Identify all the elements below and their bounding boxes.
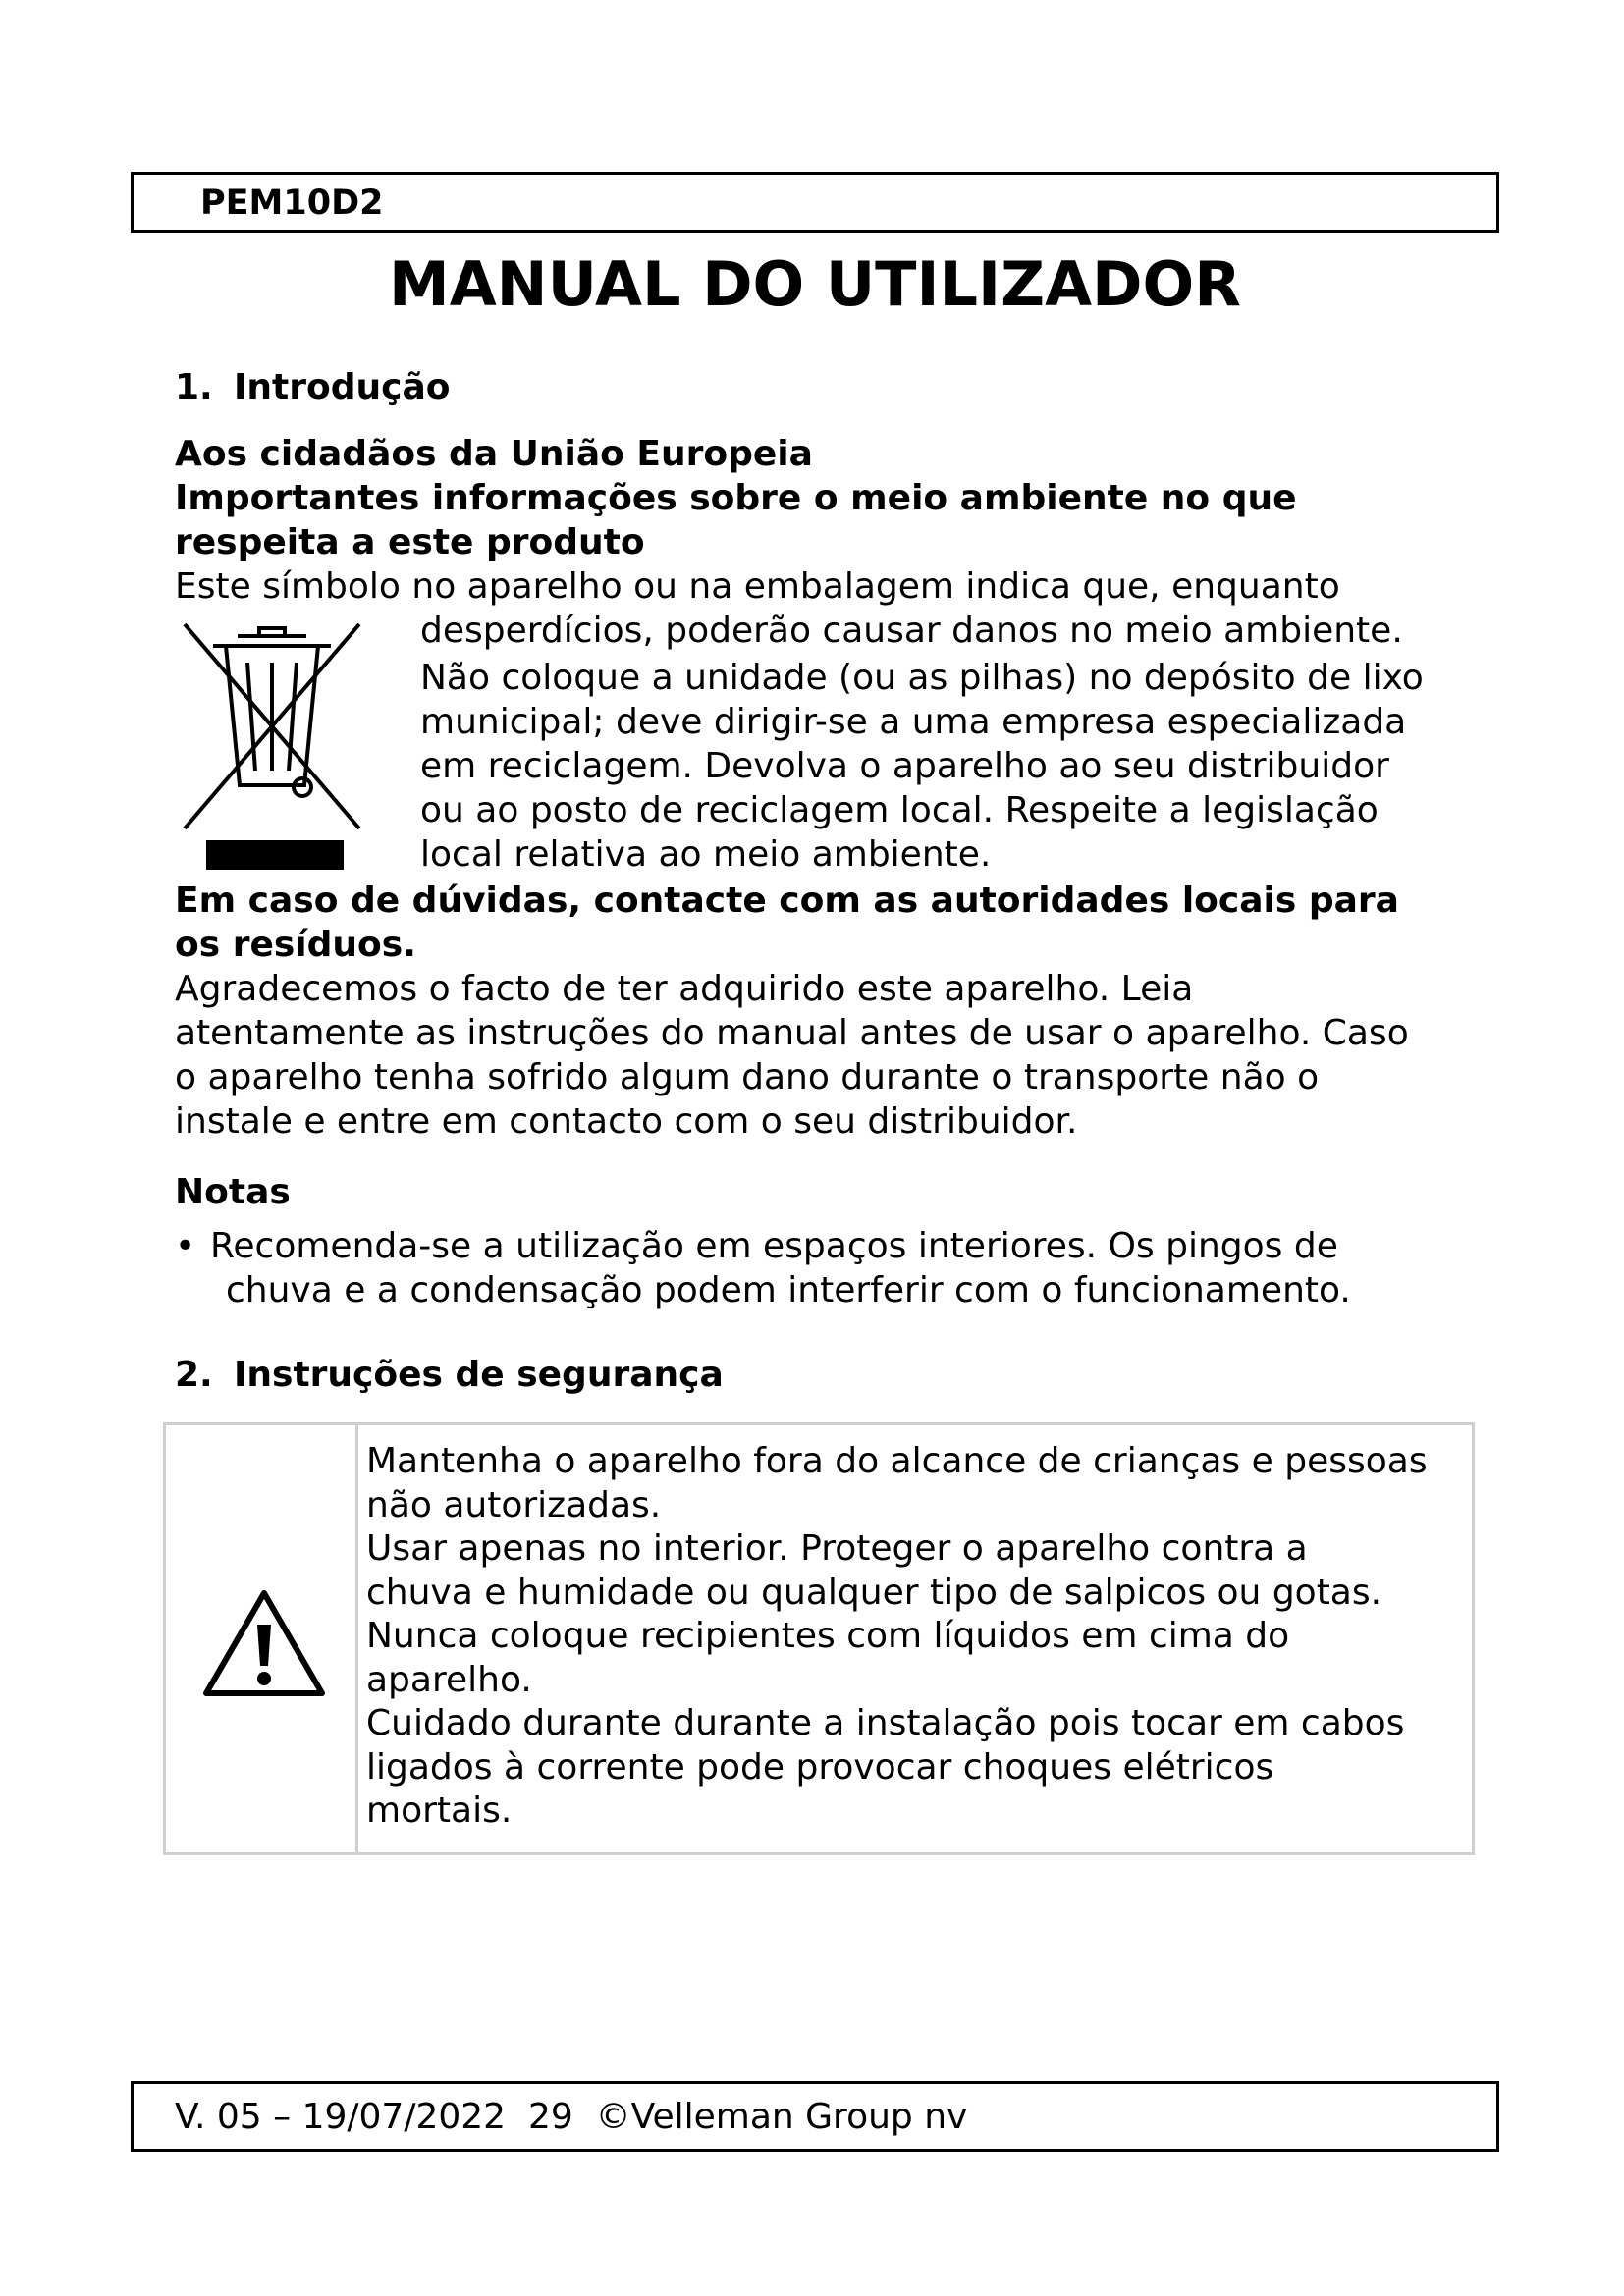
symbol-line: Não coloque a unidade (ou as pilhas) no depósito de lixo bbox=[420, 658, 1424, 698]
page-title: MANUAL DO UTILIZADOR bbox=[389, 248, 1241, 320]
safety-line: Cuidado durante durante a instalação pois tocar em cabos bbox=[366, 1703, 1405, 1743]
model-number: PEM10D2 bbox=[200, 184, 384, 223]
section-2-title: Instruções de segurança bbox=[234, 1355, 724, 1395]
symbol-line: municipal; deve dirigir-se a uma empresa especializada bbox=[420, 702, 1407, 742]
safety-line: chuva e humidade ou qualquer tipo de salpicos ou gotas. bbox=[366, 1572, 1382, 1613]
symbol-line: local relativa ao meio ambiente. bbox=[420, 834, 992, 875]
safety-line: Usar apenas no interior. Proteger o aparelho contra a bbox=[366, 1528, 1308, 1569]
symbol-intro: Este símbolo no aparelho ou na embalagem indica que, enquanto bbox=[175, 566, 1340, 607]
footer-box bbox=[131, 2081, 1499, 2152]
section-1-heading bbox=[175, 365, 450, 410]
symbol-line: ou ao posto de reciclagem local. Respeite a legislação bbox=[420, 790, 1379, 830]
section-1-title: Introdução bbox=[234, 367, 451, 407]
safety-line: mortais. bbox=[366, 1790, 513, 1831]
section-1-number: 1. bbox=[175, 367, 213, 407]
doubt-line2: os resíduos. bbox=[175, 925, 416, 965]
safety-line: Mantenha o aparelho fora do alcance de crianças e pessoas bbox=[366, 1441, 1428, 1481]
thanks-line: Agradecemos o facto de ter adquirido este aparelho. Leia bbox=[175, 969, 1194, 1009]
weee-crossed-bin-icon bbox=[179, 618, 365, 874]
env-heading-line1: Importantes informações sobre o meio ambiente no que bbox=[175, 478, 1297, 518]
warning-triangle-icon bbox=[200, 1587, 328, 1700]
symbol-line: desperdícios, poderão causar danos no meio ambiente. bbox=[420, 611, 1403, 651]
notes-heading: Notas bbox=[175, 1172, 291, 1212]
thanks-line: o aparelho tenha sofrido algum dano durante o transporte não o bbox=[175, 1057, 1320, 1097]
section-2-heading bbox=[175, 1353, 724, 1398]
env-heading-line2: respeita a este produto bbox=[175, 522, 645, 562]
note-line1: Recomenda-se a utilização em espaços interiores. Os pingos de bbox=[210, 1226, 1338, 1266]
safety-text bbox=[366, 1440, 1428, 1834]
safety-line: não autorizadas. bbox=[366, 1484, 662, 1525]
safety-line: ligados à corrente pode provocar choques elétricos bbox=[366, 1746, 1274, 1788]
safety-line: Nunca coloque recipientes com líquidos em cima do bbox=[366, 1616, 1290, 1656]
table-divider bbox=[355, 1425, 358, 1852]
footer-text: V. 05 – 19/07/2022 29 ©Velleman Group nv bbox=[175, 2097, 968, 2137]
note-line2: chuva e a condensação podem interferir com o funcionamento. bbox=[226, 1270, 1351, 1310]
section-2-number: 2. bbox=[175, 1355, 213, 1395]
thanks-line: instale e entre em contacto com o seu distribuidor. bbox=[175, 1101, 1078, 1142]
bullet-icon: • bbox=[175, 1226, 196, 1266]
doubt-line1: Em caso de dúvidas, contacte com as autoridades locais para bbox=[175, 881, 1399, 921]
safety-table bbox=[163, 1422, 1475, 1855]
thanks-line: atentamente as instruções do manual antes de usar o aparelho. Caso bbox=[175, 1013, 1409, 1053]
symbol-line: em reciclagem. Devolva o aparelho ao seu distribuidor bbox=[420, 746, 1389, 786]
header-box bbox=[131, 172, 1499, 233]
symbol-text-block bbox=[420, 609, 1424, 877]
eu-heading: Aos cidadãos da União Europeia bbox=[175, 434, 813, 474]
note-list-item bbox=[175, 1224, 1351, 1312]
safety-line: aparelho. bbox=[366, 1659, 532, 1700]
